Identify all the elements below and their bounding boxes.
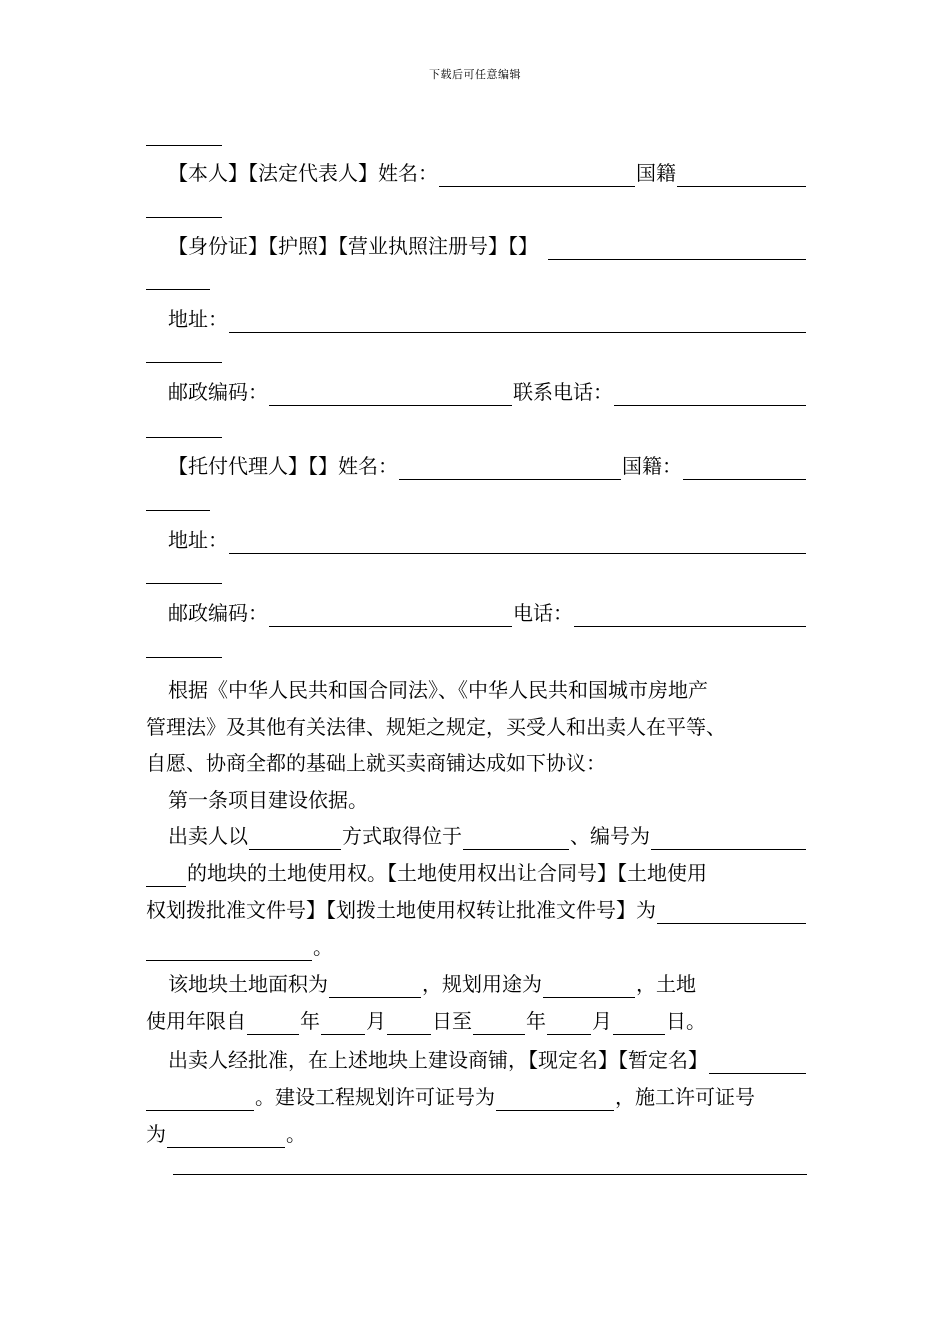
start-year-blank[interactable] <box>247 1013 299 1035</box>
article-1-p3-line-1 <box>146 1042 807 1074</box>
construction-permit-blank[interactable] <box>167 1126 285 1148</box>
start-month-blank[interactable] <box>321 1013 365 1035</box>
end-month-blank[interactable] <box>547 1013 591 1035</box>
blank-stub <box>146 657 222 658</box>
agent-name-blank[interactable] <box>399 458 621 480</box>
blank-stub <box>146 362 222 363</box>
article-1-p3-line-2 <box>146 1079 807 1111</box>
id-number-blank[interactable] <box>548 238 806 260</box>
start-day-blank[interactable] <box>387 1013 431 1035</box>
preamble-line-1: 根据《中华人民共和国合同法》、《中华人民共和国城市房地产 <box>168 678 708 702</box>
phone-blank[interactable] <box>614 384 806 406</box>
nationality-label: 国籍 <box>636 161 676 185</box>
text-segment: 年 <box>300 1009 320 1033</box>
parcel-number-blank-cont[interactable] <box>146 865 186 887</box>
text-segment: 出卖人以 <box>168 824 248 848</box>
id-type-line <box>146 228 807 260</box>
blank-stub <box>146 289 210 290</box>
bottom-fill-line[interactable] <box>173 1174 807 1175</box>
agent-phone-blank[interactable] <box>574 605 806 627</box>
building-name-blank[interactable] <box>709 1052 806 1074</box>
agent-nationality-blank[interactable] <box>683 458 806 480</box>
text-segment: 、编号为 <box>570 824 650 848</box>
postcode-label: 邮政编码： <box>168 380 268 404</box>
agent-address-blank[interactable] <box>229 532 806 554</box>
article-1-p2-line-2 <box>146 1003 807 1035</box>
acquisition-method-blank[interactable] <box>249 828 341 850</box>
page-header-note: 下载后可任意编辑 <box>429 68 521 81</box>
article-1-p1-line-2 <box>146 855 807 887</box>
planning-permit-blank[interactable] <box>496 1089 614 1111</box>
agent-line <box>146 448 807 480</box>
planned-use-blank[interactable] <box>543 976 635 998</box>
nationality-blank[interactable] <box>677 165 806 187</box>
id-type-label: 【身份证】【护照】【营业执照注册号】【】 <box>168 234 538 258</box>
text-segment: 日。 <box>666 1009 706 1033</box>
contract-number-blank-cont[interactable] <box>146 939 312 961</box>
agent-nationality-label: 国籍： <box>622 454 682 478</box>
agent-phone-label: 电话： <box>513 601 573 625</box>
postcode-blank[interactable] <box>269 384 512 406</box>
representative-line <box>146 155 807 187</box>
text-segment: 使用年限自 <box>146 1009 246 1033</box>
blank-stub <box>146 145 222 146</box>
text-segment: 该地块土地面积为 <box>168 972 328 996</box>
agent-postcode-blank[interactable] <box>269 605 512 627</box>
address-label: 地址： <box>168 307 228 331</box>
text-segment: 出卖人经批准，在上述地块上建设商铺，【现定名】【暂定名】 <box>168 1048 708 1072</box>
preamble-line-2: 管理法》及其他有关法律、规矩之规定，买受人和出卖人在平等、 <box>146 715 726 739</box>
text-segment: ，土地 <box>636 972 696 996</box>
parcel-number-blank[interactable] <box>651 828 806 850</box>
agent-postcode-label: 邮政编码： <box>168 601 268 625</box>
text-segment: ，施工许可证号 <box>615 1085 755 1109</box>
agent-label: 【托付代理人】【】姓名： <box>168 454 398 478</box>
article-1-p1-line-4 <box>146 929 807 961</box>
text-segment: 。 <box>286 1122 306 1146</box>
blank-stub <box>146 437 222 438</box>
end-year-blank[interactable] <box>473 1013 525 1035</box>
contract-number-blank[interactable] <box>657 902 806 924</box>
text-segment: 权划拨批准文件号】【划拨土地使用权转让批准文件号】为 <box>146 898 656 922</box>
text-segment: 。建设工程规划许可证号为 <box>255 1085 495 1109</box>
article-1-p3-line-3 <box>146 1116 807 1148</box>
postcode-phone-line <box>146 374 807 406</box>
article-1-p1-line-3 <box>146 892 807 924</box>
text-segment: 为 <box>146 1122 166 1146</box>
location-blank[interactable] <box>463 828 569 850</box>
blank-stub <box>146 583 222 584</box>
article-1-p2-line-1 <box>146 966 807 998</box>
preamble-line-3: 自愿、协商全都的基础上就买卖商铺达成如下协议： <box>146 751 606 775</box>
agent-address-label: 地址： <box>168 528 228 552</box>
text-segment: 月 <box>592 1009 612 1033</box>
representative-label: 【本人】【法定代表人】姓名： <box>168 161 438 185</box>
land-area-blank[interactable] <box>329 976 421 998</box>
address-line <box>146 301 807 333</box>
agent-postcode-phone-line <box>146 595 807 627</box>
text-segment: 的地块的土地使用权。【土地使用权出让合同号】【土地使用 <box>187 861 707 885</box>
agent-address-line <box>146 522 807 554</box>
article-1-title: 第一条项目建设依据。 <box>168 788 368 812</box>
text-segment: 月 <box>366 1009 386 1033</box>
end-day-blank[interactable] <box>613 1013 665 1035</box>
representative-name-blank[interactable] <box>439 165 635 187</box>
text-segment: 日至 <box>432 1009 472 1033</box>
text-segment: 方式取得位于 <box>342 824 462 848</box>
blank-stub <box>146 510 210 511</box>
address-blank[interactable] <box>229 311 806 333</box>
text-segment: 。 <box>313 935 333 959</box>
text-segment: 年 <box>526 1009 546 1033</box>
article-1-p1-line-1 <box>146 818 807 850</box>
phone-label: 联系电话： <box>513 380 613 404</box>
building-name-blank-cont[interactable] <box>146 1089 254 1111</box>
blank-stub <box>146 217 222 218</box>
text-segment: ，规划用途为 <box>422 972 542 996</box>
